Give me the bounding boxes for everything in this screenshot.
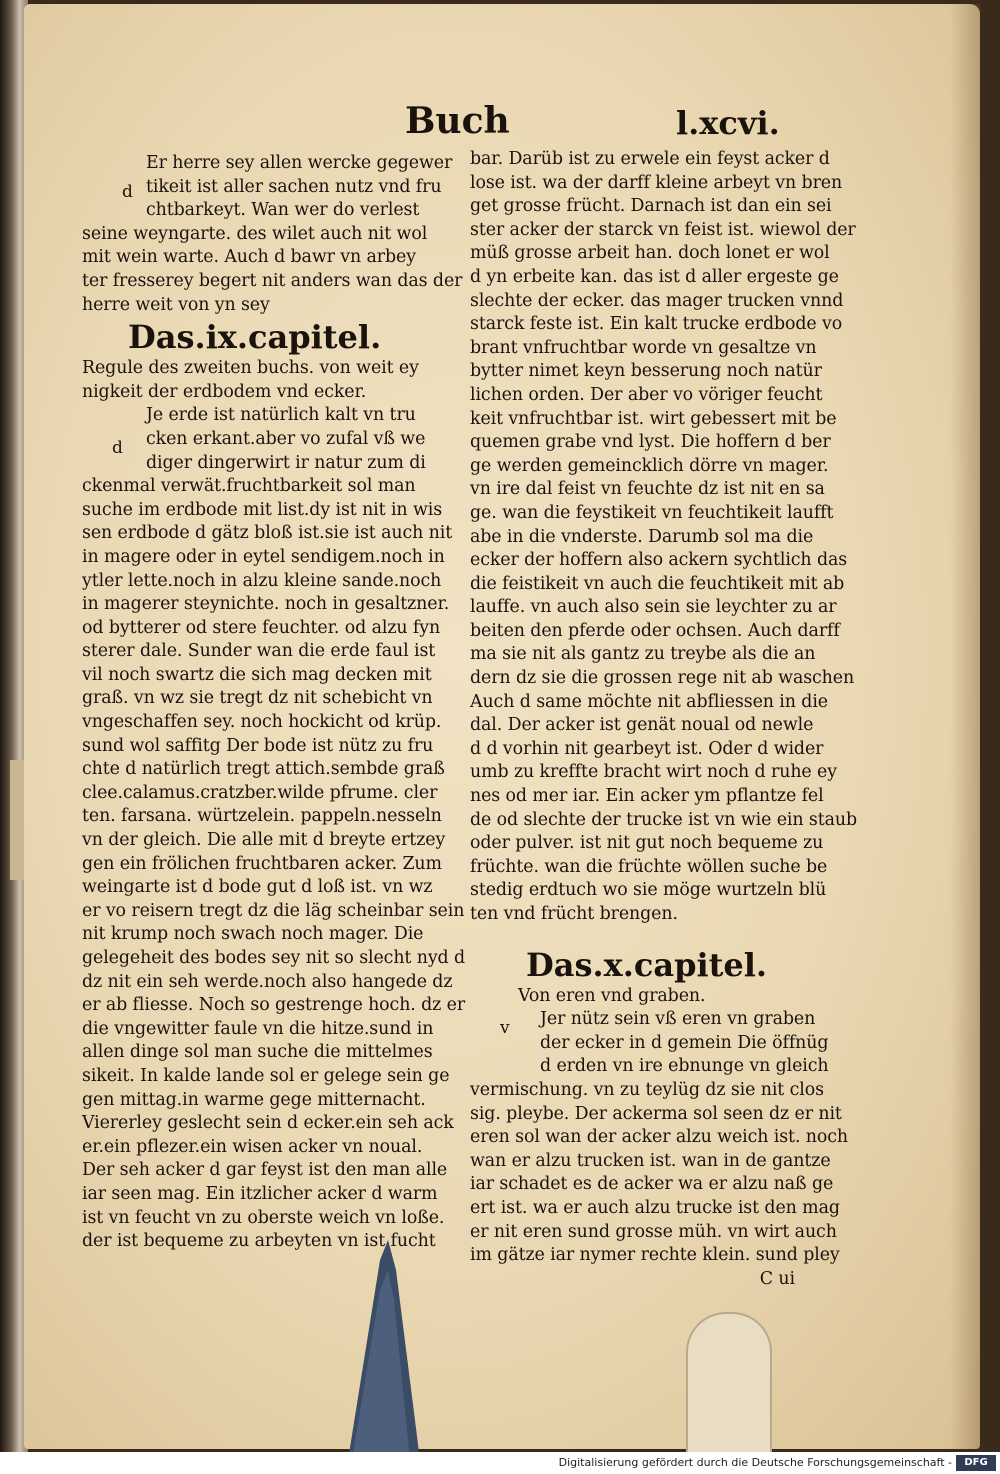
text-line: ge werden gemeincklich dörre vn mager. bbox=[470, 455, 829, 476]
text-line: brant vnfruchtbar worde vn gesaltze vn bbox=[470, 337, 817, 358]
text-line: vn der gleich. Die alle mit d breyte ertzey bbox=[82, 830, 446, 851]
marginal-initial-guide: d bbox=[112, 438, 123, 458]
text-line: slechte der ecker. das mager trucken vnnd bbox=[470, 290, 844, 311]
text-line: in magerer steynichte. noch in gesaltzner. bbox=[82, 594, 450, 615]
text-line: ten. farsana. würtzelein. pappeln.nesseln bbox=[82, 806, 442, 827]
digitization-footer bbox=[0, 1452, 1000, 1474]
text-line: sig. pleybe. Der ackerma sol seen dz er nit bbox=[470, 1103, 842, 1124]
text-line: beiten den pferde oder ochsen. Auch darff bbox=[470, 620, 840, 641]
text-line: mit wein warte. Auch d bawr vn arbey bbox=[82, 247, 416, 268]
text-line: suche im erdbode mit list.dy ist nit in wis bbox=[82, 499, 443, 520]
text-line: iar schadet es de acker wa er alzu naß ge bbox=[470, 1174, 834, 1195]
text-line: ckenmal verwät.fruchtbarkeit sol man bbox=[82, 476, 416, 497]
text-line: wan er alzu trucken ist. wan in de gantze bbox=[470, 1150, 831, 1171]
right-text-column bbox=[470, 148, 857, 1291]
text-line: Von eren vnd graben. bbox=[518, 985, 706, 1006]
text-line: gelegeheit des bodes sey nit so slecht nyd d bbox=[82, 948, 466, 968]
chapter-heading: Das.x.capitel. bbox=[526, 945, 768, 984]
text-line: seine weyngarte. des wilet auch nit wol bbox=[82, 223, 428, 244]
text-line: allen dinge sol man suche die mittelmes bbox=[82, 1042, 433, 1063]
text-line: die vngewitter faule vn die hitze.sund in bbox=[82, 1018, 434, 1039]
text-line: dz nit ein seh werde.noch also hangede dz bbox=[82, 971, 453, 992]
text-line: nigkeit der erdbodem vnd ecker. bbox=[82, 381, 367, 402]
text-line: Regule des zweiten buchs. von weit ey bbox=[82, 358, 419, 379]
text-line: im gätze iar nymer rechte klein. sund pley bbox=[470, 1245, 840, 1266]
text-line: müß grosse arbeit han. doch lonet er wol bbox=[470, 243, 830, 264]
text-line: ter fresserey begert nit anders wan das der bbox=[82, 270, 463, 291]
text-line: stedig erdtuch wo sie möge wurtzeln blü bbox=[470, 880, 827, 901]
text-line: graß. vn wz sie tregt dz nit schebicht vn bbox=[82, 688, 433, 709]
text-line: abe in die vnderste. Darumb sol ma die bbox=[470, 526, 814, 547]
text-line: oder pulver. ist nit gut noch bequeme zu bbox=[470, 833, 824, 854]
text-line: dal. Der acker ist genät noual od newle bbox=[470, 715, 814, 736]
text-line: in magere oder in eytel sendigem.noch in bbox=[82, 546, 445, 567]
text-line: ten vnd frücht brengen. bbox=[470, 904, 678, 924]
left-text-column bbox=[82, 152, 466, 1254]
text-line: chtbarkeyt. Wan wer do verlest bbox=[146, 200, 420, 221]
text-line: dern dz sie die grossen rege nit ab waschen bbox=[470, 668, 855, 689]
text-line: bar. Darüb ist zu erwele ein feyst acker d bbox=[470, 149, 830, 169]
text-line: diger dingerwirt ir natur zum di bbox=[146, 452, 426, 473]
text-line: iar seen mag. Ein itzlicher acker d warm bbox=[82, 1183, 438, 1204]
text-line: vil noch swartz die sich mag decken mit bbox=[82, 664, 432, 685]
text-line: ma sie nit als gantz zu treybe als die an bbox=[470, 644, 816, 665]
text-line: eren sol wan der acker alzu weich ist. noch bbox=[470, 1127, 849, 1148]
text-line: sen erdbode d gätz bloß ist.sie ist auch nit bbox=[82, 523, 453, 544]
text-line: d d vorhin nit gearbeyt ist. Oder d wider bbox=[470, 738, 824, 759]
text-line: nes od mer iar. Ein acker ym pflantze fel bbox=[470, 786, 824, 807]
footer-credit: Digitalisierung gefördert durch die Deutsche Forschungsgemeinschaft - bbox=[558, 1456, 952, 1469]
text-line: der ist bequeme zu arbeyten vn ist fucht bbox=[82, 1231, 436, 1252]
folio-number: l.xcvi. bbox=[676, 104, 780, 142]
text-line: get grosse frücht. Darnach ist dan ein sei bbox=[470, 196, 832, 217]
text-line: die feistikeit vn auch die feuchtikeit mit ab bbox=[470, 573, 845, 594]
text-line: d erden vn ire ebnunge vn gleich bbox=[540, 1056, 829, 1077]
text-line: gen mittag.in warme gege mitternacht. bbox=[82, 1089, 426, 1110]
text-line: der ecker in d gemein Die öffnüg bbox=[540, 1032, 829, 1053]
text-line: ytler lette.noch in alzu kleine sande.noch bbox=[82, 570, 442, 591]
text-line: gen ein frölichen fruchtbaren acker. Zum bbox=[82, 853, 442, 874]
text-line: er vo reisern tregt dz die läg scheinbar sein bbox=[82, 900, 465, 921]
text-line: bytter nimet keyn besserung noch natür bbox=[470, 361, 822, 382]
text-line: lose ist. wa der darff kleine arbeyt vn bren bbox=[470, 172, 843, 193]
text-line: Er herre sey allen wercke gegewer bbox=[146, 153, 453, 173]
text-line: od bytterer od stere feuchter. od alzu fyn bbox=[82, 617, 441, 638]
text-line: starck feste ist. Ein kalt trucke erdbode vo bbox=[470, 314, 843, 335]
text-line: ist vn feucht vn zu oberste weich vn loße. bbox=[82, 1207, 445, 1228]
text-line: chte d natürlich tregt attich.sembde graß bbox=[82, 759, 445, 780]
text-line: er nit eren sund grosse müh. vn wirt auch bbox=[470, 1221, 837, 1242]
text-line: vngeschaffen sey. noch hockicht od krüp. bbox=[82, 712, 442, 733]
text-line: ert ist. wa er auch alzu trucke ist den mag bbox=[470, 1197, 840, 1218]
text-line: herre weit von yn sey bbox=[82, 294, 270, 315]
text-line: Jer nütz sein vß eren vn graben bbox=[540, 1009, 816, 1030]
running-head-title: Buch bbox=[405, 100, 510, 142]
text-line: ster acker der starck vn feist ist. wiewol der bbox=[470, 219, 856, 240]
chapter-heading: Das.ix.capitel. bbox=[128, 318, 382, 357]
text-line: weingarte ist d bode gut d loß ist. vn wz bbox=[82, 877, 433, 898]
text-line: sikeit. In kalde lande sol er gelege sein ge bbox=[82, 1065, 450, 1086]
text-line: er ab fliesse. Noch so gestrenge hoch. dz er bbox=[82, 995, 466, 1016]
text-line: d yn erbeite kan. das ist d aller ergeste ge bbox=[470, 266, 839, 287]
text-line: quemen grabe vnd lyst. Die hoffern d ber bbox=[470, 432, 831, 453]
text-line: umb zu kreffte bracht wirt noch d ruhe ey bbox=[470, 762, 837, 783]
text-line: ge. wan die feystikeit vn feuchtikeit laufft bbox=[470, 502, 834, 523]
text-line: lichen orden. Der aber vo vöriger feucht bbox=[470, 384, 823, 405]
text-line: vn ire dal feist vn feuchte dz ist nit en sa bbox=[470, 479, 825, 500]
text-line: cken erkant.aber vo zufal vß we bbox=[146, 428, 426, 449]
dfg-logo: DFG bbox=[956, 1455, 996, 1471]
text-line: lauffe. vn auch also sein sie leychter zu ar bbox=[470, 597, 837, 618]
text-line: Je erde ist natürlich kalt vn tru bbox=[146, 405, 416, 426]
text-line: er.ein pflezer.ein wisen acker vn noual. bbox=[82, 1136, 423, 1157]
text-line: de od slechte der trucke ist vn wie ein staub bbox=[470, 809, 857, 830]
text-line: vermischung. vn zu teylüg dz sie nit clos bbox=[470, 1079, 824, 1100]
text-line: Der seh acker d gar feyst ist den man alle bbox=[82, 1160, 448, 1181]
text-line: sterer dale. Sunder wan die erde faul ist bbox=[82, 641, 436, 662]
text-line: sund wol saffitg Der bode ist nütz zu fru bbox=[82, 735, 434, 756]
page-edge-shadow bbox=[950, 4, 980, 1449]
marginal-initial-guide: v bbox=[500, 1018, 510, 1038]
text-line: früchte. wan die früchte wöllen suche be bbox=[470, 856, 828, 877]
text-line: Viererley geslecht sein d ecker.ein seh ack bbox=[82, 1113, 454, 1134]
text-line: clee.calamus.cratzber.wilde pfrume. cler bbox=[82, 782, 438, 803]
text-line: keit vnfruchtbar ist. wirt gebessert mit be bbox=[470, 408, 837, 429]
thumb-clamp bbox=[686, 1312, 772, 1452]
marginal-initial-guide: d bbox=[122, 182, 133, 202]
text-line: Auch d same möchte nit abfliessen in die bbox=[470, 691, 828, 712]
signature-mark: C ui bbox=[759, 1268, 795, 1289]
text-line: ecker der hoffern also ackern sychtlich das bbox=[470, 550, 848, 571]
text-line: tikeit ist aller sachen nutz vnd fru bbox=[146, 176, 442, 197]
text-line: nit krump noch swach noch mager. Die bbox=[82, 924, 424, 945]
